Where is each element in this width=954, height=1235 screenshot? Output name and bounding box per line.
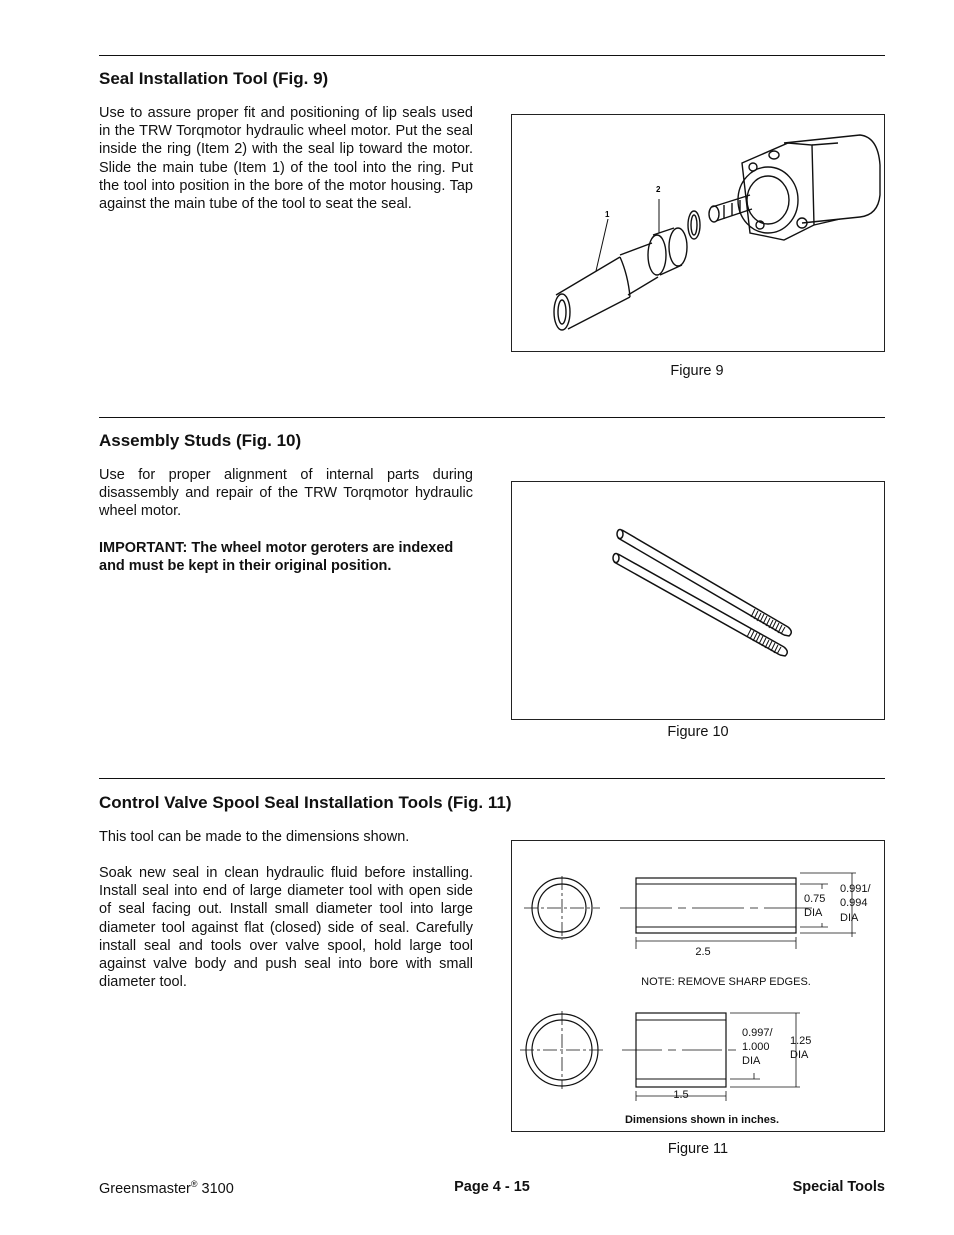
tool1-outer-diameter-label-2: 0.994	[840, 897, 868, 909]
footer-product-name: Greensmaster	[99, 1180, 191, 1197]
units-note: Dimensions shown in inches.	[624, 1114, 780, 1126]
section-divider	[99, 778, 885, 779]
figure-9-box	[511, 114, 885, 352]
registered-mark: ®	[190, 1179, 198, 1189]
tool2-inner-diameter-label-3: DIA	[742, 1055, 761, 1067]
important-note: IMPORTANT: The wheel motor geroters are indexed and must be kept in their original position.	[99, 540, 454, 575]
tool2-inner-diameter-label-2: 1.000	[742, 1041, 770, 1053]
section-body-spool-seal-tools: This tool can be made to the dimensions shown.	[99, 829, 410, 845]
tool1-outer-diameter-label-3: DIA	[840, 912, 859, 924]
section-divider	[99, 55, 885, 56]
footer-model: 3100	[201, 1180, 234, 1197]
footer-section-name: Special Tools	[792, 1179, 885, 1195]
assembly-studs-illustration	[512, 482, 884, 719]
sharp-edges-note: NOTE: REMOVE SHARP EDGES.	[641, 976, 811, 988]
figure-11-caption: Figure 11	[667, 1141, 729, 1157]
figure-9-caption: Figure 9	[670, 363, 724, 379]
callout-item-1: 1	[605, 210, 610, 219]
tool2-outer-diameter-label-1: 1.25	[790, 1035, 812, 1047]
section-body-spool-seal-procedure: Soak new seal in clean hydraulic fluid before installing. Install seal into end of large diameter tool with open side of seal facing out. Install small diameter tool into large diameter tool against flat (closed) side of seal. Carefully install seal and tools over valve spool, hold large tool against valve body and push seal into bore with small diameter tool.	[99, 865, 473, 991]
tool1-inner-diameter-label-2: DIA	[804, 907, 823, 919]
section-heading-spool-seal-tools: Control Valve Spool Seal Installation Tools (Fig. 11)	[99, 793, 512, 812]
tool2-length-label: 1.5	[673, 1089, 689, 1101]
section-divider	[99, 417, 885, 418]
footer-product	[99, 1179, 234, 1197]
spool-seal-tools-drawing	[512, 841, 884, 1131]
section-body-seal-tool: Use to assure proper fit and positioning of lip seals used in the TRW Torqmotor hydraulic wheel motor. Put the seal inside the ring (Item 2) with the seal lip toward the motor. Slide the main tube (Item 1) of the tool into the ring. Put the tool into position in the bore of the motor housing. Tap against the main tube of the tool to seat the seal.	[99, 105, 473, 213]
section-body-assembly-studs: Use for proper alignment of internal parts during disassembly and repair of the TRW Torqmotor hydraulic wheel motor.	[99, 467, 473, 520]
tool1-outer-diameter-label-1: 0.991/	[840, 883, 871, 895]
figure-11-box	[511, 840, 885, 1132]
seal-tool-illustration	[512, 115, 884, 351]
tool2-inner-diameter-label-1: 0.997/	[742, 1027, 773, 1039]
footer-page-number: Page 4 - 15	[454, 1179, 530, 1195]
callout-item-2: 2	[656, 185, 661, 194]
section-heading-assembly-studs: Assembly Studs (Fig. 10)	[99, 431, 302, 450]
tool2-outer-diameter-label-2: DIA	[790, 1049, 809, 1061]
figure-10-caption: Figure 10	[667, 724, 729, 740]
tool1-inner-diameter-label-1: 0.75	[804, 893, 826, 905]
tool1-length-label: 2.5	[695, 946, 711, 958]
figure-10-box	[511, 481, 885, 720]
section-heading-seal-tool: Seal Installation Tool (Fig. 9)	[99, 69, 329, 88]
